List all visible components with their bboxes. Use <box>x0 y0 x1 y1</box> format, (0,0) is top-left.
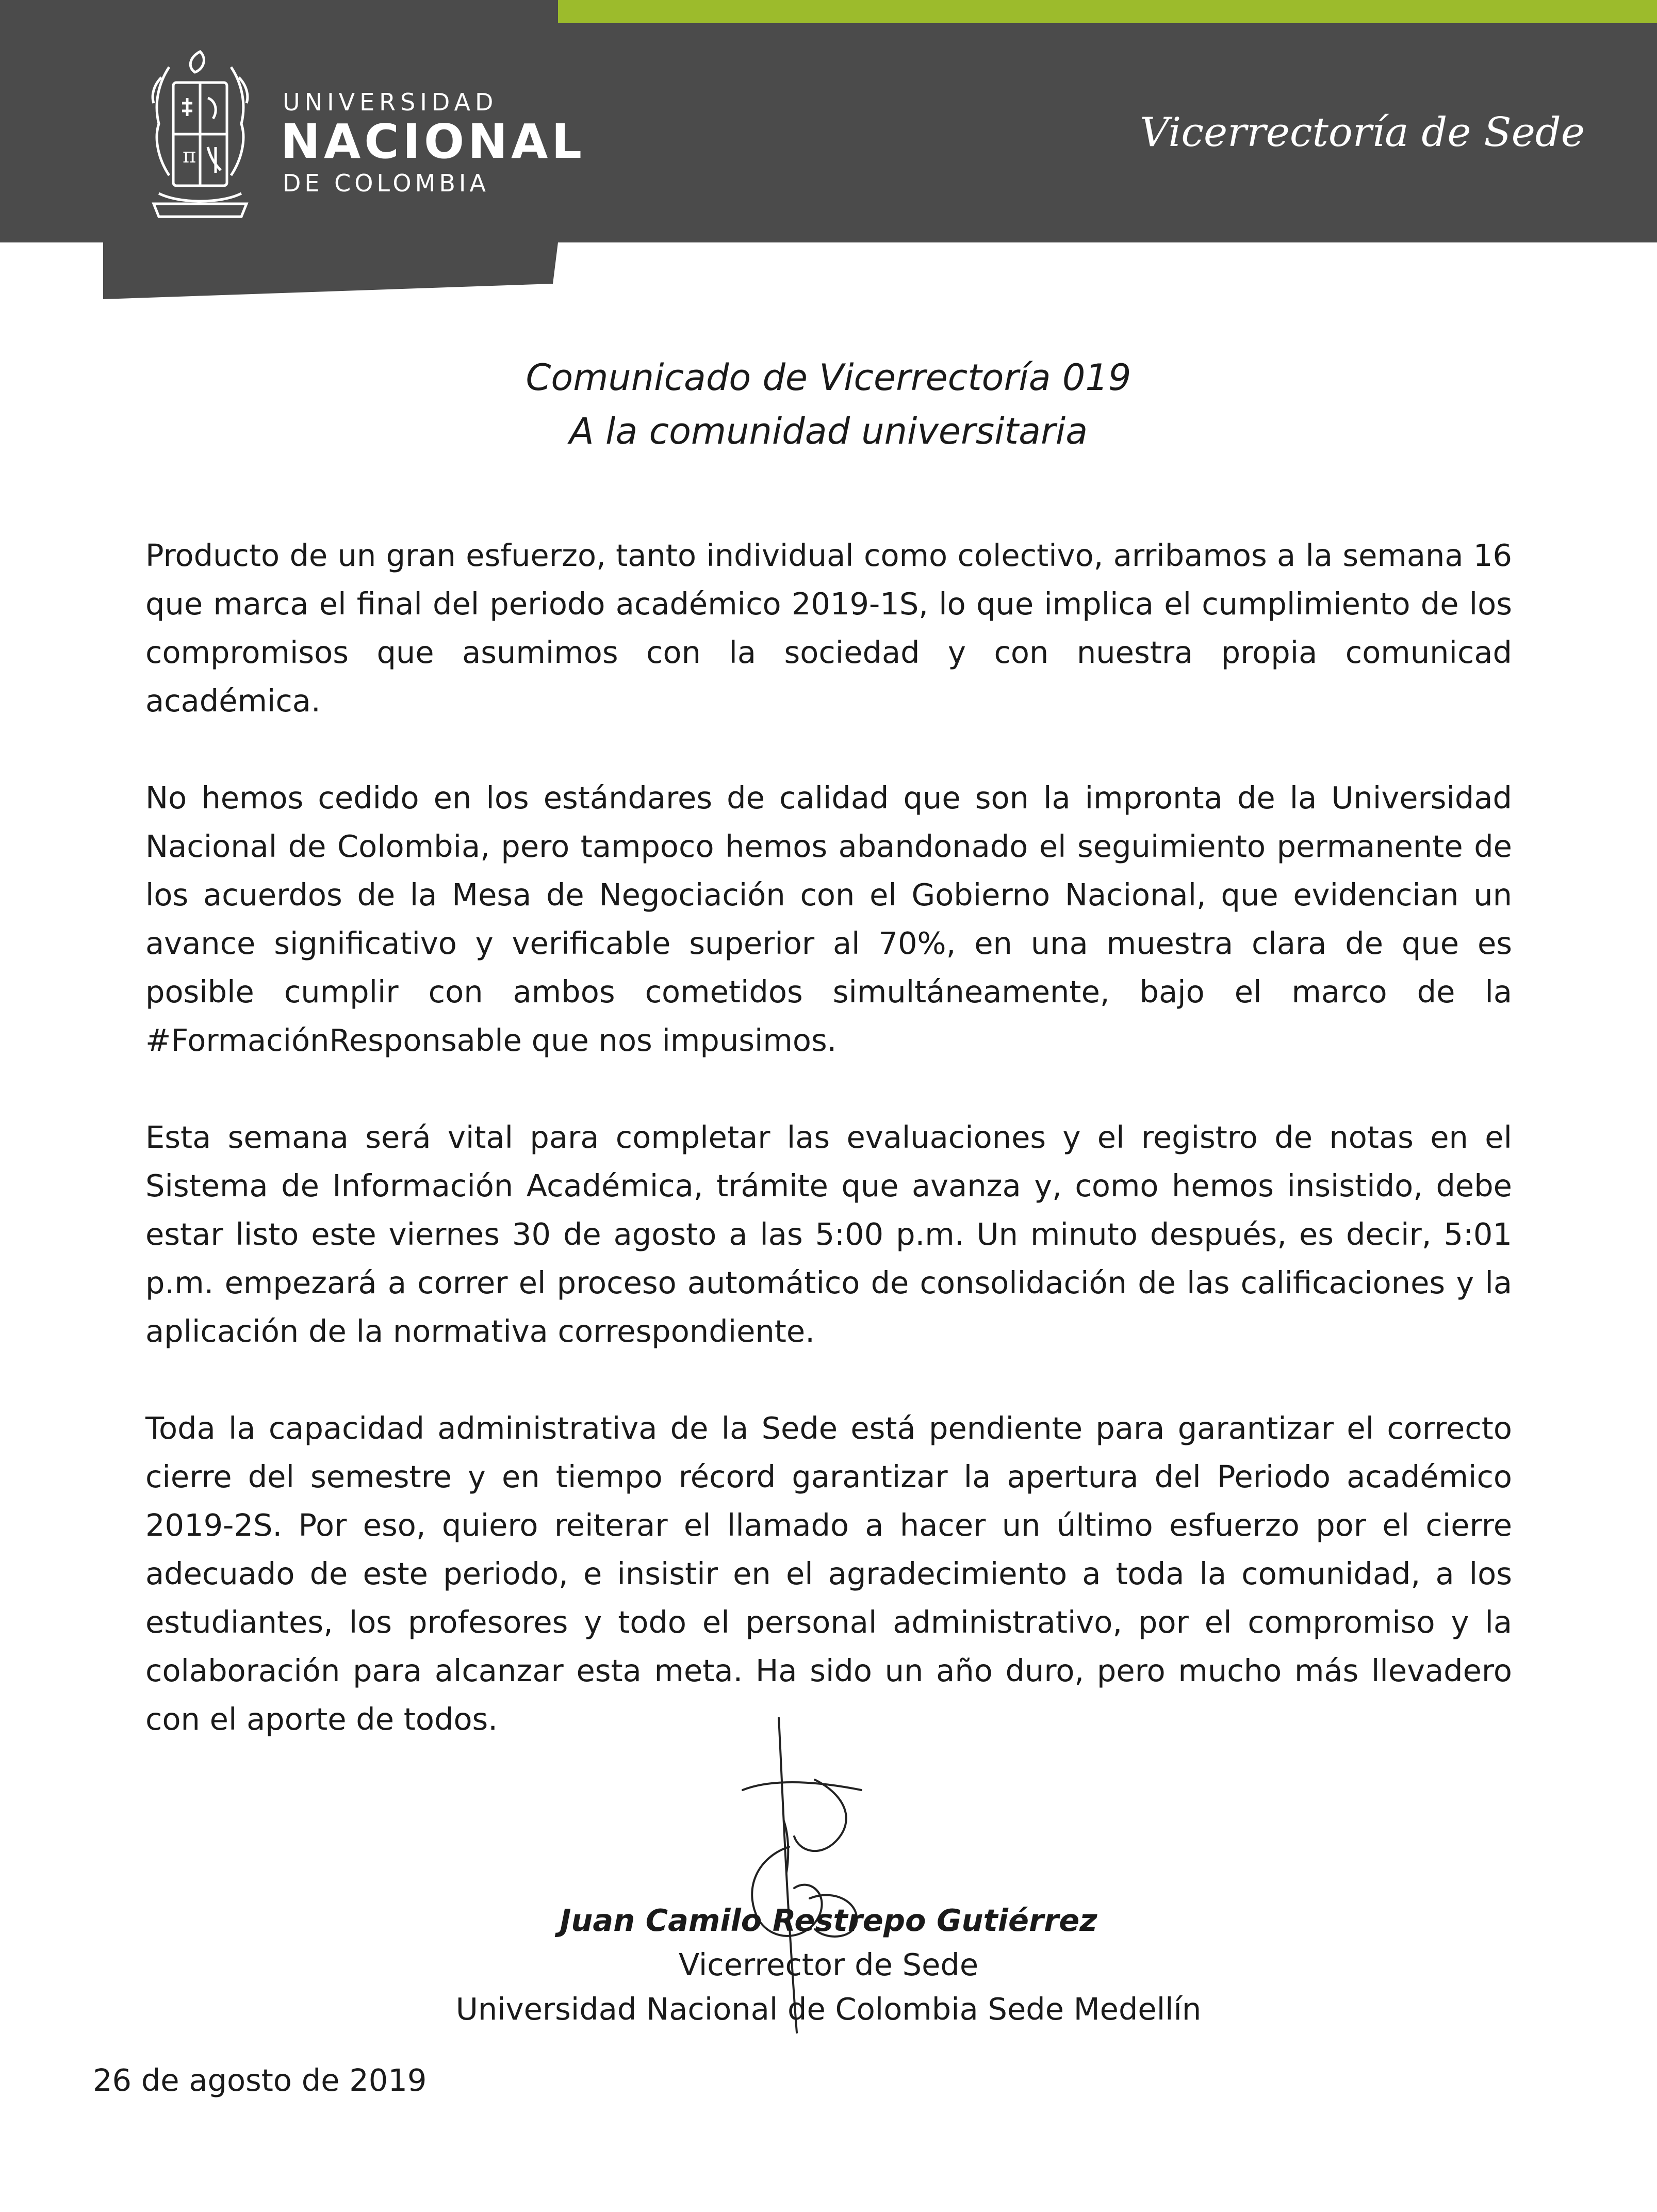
paragraph-3: Esta semana será vital para completar las evaluaciones y el registro de notas en el Sistema de Información Académica, trámite que avanza y, como hemos insistido, debe estar listo este viernes 30 de agosto a las 5:00 p.m. Un minuto después, es decir, 5:01 p.m. empezará a correr el proceso automático de consolidación de las calificaciones y la aplicación de la normativa correspondiente. <box>145 1119 1512 1349</box>
signatory-name: Juan Camilo Restrepo Gutiérrez <box>560 1902 1097 1938</box>
title-line-2: A la comunidad universitaria <box>569 410 1088 452</box>
paragraph-4: Toda la capacidad administrativa de la Sede está pendiente para garantizar el correcto cierre del semestre y en tiempo récord garantizar la apertura del Periodo académico 2019-2S. Por eso, quiero reiterar el llamado a hacer un último esfuerzo por el cierre adecuado de este periodo, e insistir en el agradecimiento a toda la comunidad, a los estudiantes, los profesores y todo el personal administrativo, por el compromiso y la colaboración para alcanzar esta meta. Ha sido un año duro, pero mucho más llevadero con el aporte de todos. <box>145 1410 1512 1737</box>
document-title <box>0 351 1657 458</box>
title-line-1: Comunicado de Vicerrectoría 019 <box>526 356 1131 399</box>
svg-text:π: π <box>183 144 196 168</box>
university-seal-icon <box>138 46 262 222</box>
logo-line-nacional: NACIONAL <box>281 114 585 169</box>
header-wedge <box>0 242 1657 299</box>
university-logo-text <box>283 88 585 199</box>
document-date: 26 de agosto de 2019 <box>93 2062 427 2098</box>
logo-line-universidad: UNIVERSIDAD <box>283 88 498 116</box>
signature-block <box>0 1898 1657 2031</box>
signatory-institution: Universidad Nacional de Colombia Sede Medellín <box>455 1991 1202 2027</box>
office-name: Vicerrectoría de Sede <box>1140 109 1585 156</box>
header-accent-bar <box>558 0 1657 23</box>
logo-line-colombia: DE COLOMBIA <box>283 169 489 197</box>
paragraph-1: Producto de un gran esfuerzo, tanto individual como colectivo, arribamos a la semana 16 que marca el final del periodo académico 2019-1S, lo que implica el cumplimiento de los compromisos que asumimos con la sociedad y con nuestra propia comunicad académica. <box>145 538 1512 719</box>
document-body <box>145 531 1512 1792</box>
signatory-role: Vicerrector de Sede <box>678 1947 979 1982</box>
paragraph-2: No hemos cedido en los estándares de calidad que son la impronta de la Universidad Nacional de Colombia, pero tampoco hemos abandonado el seguimiento permanente de los acuerdos de la Mesa de Negociación con el Gobierno Nacional, que evidencian un avance significativo y verificable superior al 70%, en una muestra clara de que es posible cumplir con ambos cometidos simultáneamente, bajo el marco de la #FormaciónResponsable que nos impusimos. <box>145 780 1512 1058</box>
